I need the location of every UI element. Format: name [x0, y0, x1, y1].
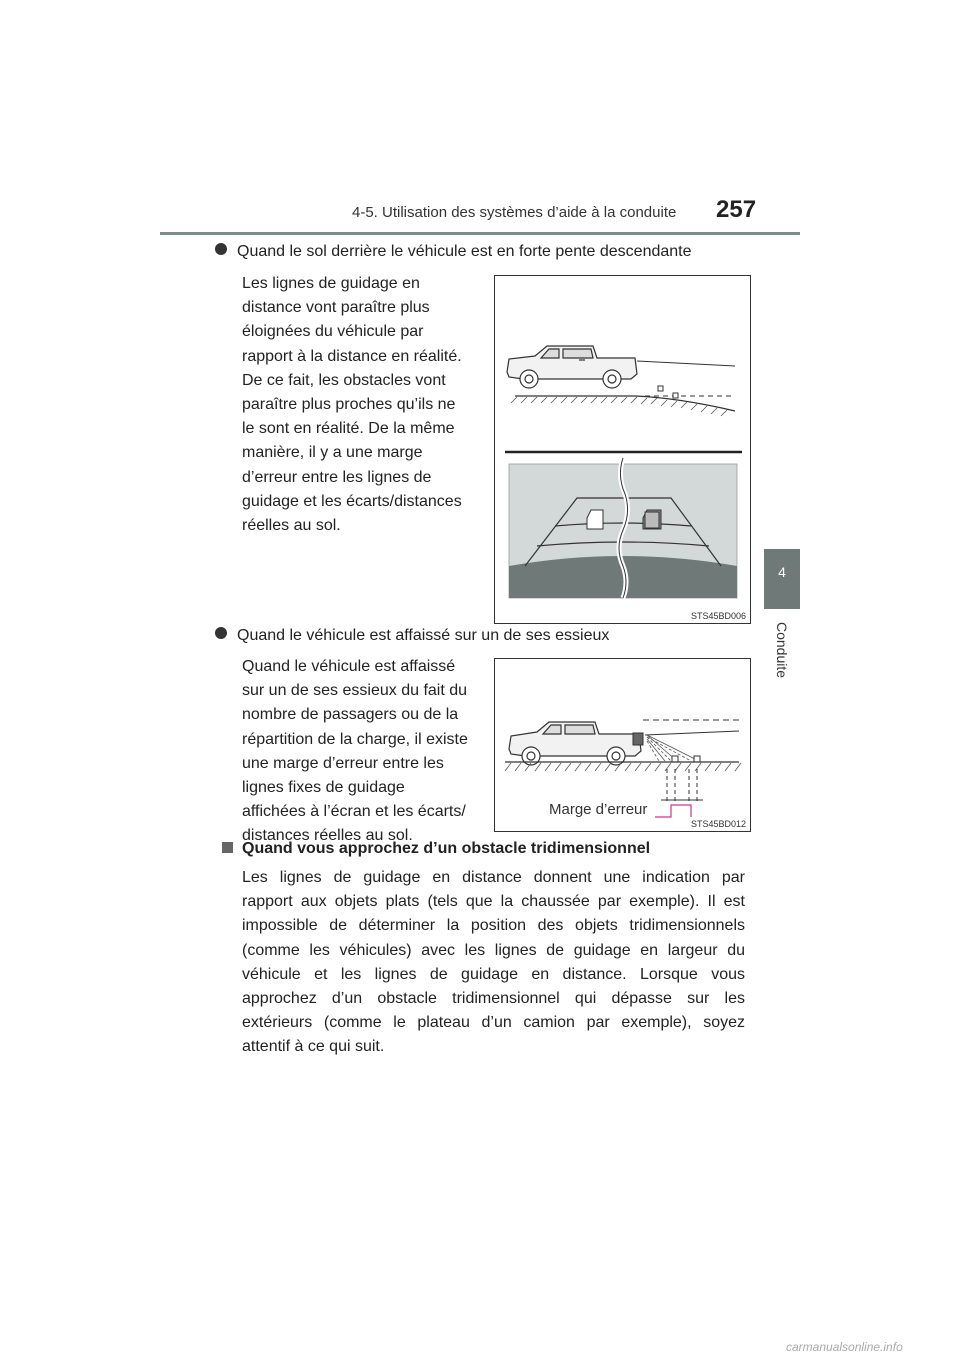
text-line: réelles au sol. — [242, 517, 341, 535]
text-line: rapport à la distance en réalité. — [242, 347, 462, 365]
text-line: extérieurs (comme le plateau d’un camion par exemple), soyez — [242, 1014, 745, 1032]
paragraph-axle — [242, 655, 478, 849]
running-header: 4-5. Utilisation des systèmes d’aide à la conduite — [352, 204, 677, 221]
text-line: approchez d’un obstacle tridimensionnel qui dépasse sur les — [242, 990, 745, 1008]
section-heading — [222, 840, 650, 858]
text-line: affichées à l’écran et les écarts/ — [242, 803, 466, 821]
paragraph-slope — [242, 272, 478, 538]
text-line: rapport aux objets plats (tels que la chaussée par exemple). Il est — [242, 893, 745, 911]
text-line: distances réelles au sol. — [242, 827, 413, 845]
text-line: d’erreur entre les lignes de — [242, 468, 432, 486]
section-title: Quand vous approchez d’un obstacle tridimensionnel — [242, 840, 651, 857]
bullet-text: Quand le sol derrière le véhicule est en forte pente descendante — [237, 243, 692, 260]
header-divider — [160, 232, 800, 235]
text-line: paraître plus proches qu’ils ne — [242, 396, 456, 414]
figure-code: STS45BD006 — [690, 611, 746, 621]
text-line: (comme les véhicules) avec les lignes de guidage en largeur du — [242, 941, 745, 959]
figure-code: STS45BD012 — [690, 819, 746, 829]
chapter-number: 4 — [778, 564, 786, 580]
figure-slope-illustration — [494, 275, 751, 624]
paragraph-obstacle — [242, 866, 745, 1060]
margin-error-label: Marge d’erreur — [549, 801, 648, 818]
text-line: le sont en réalité. De la même — [242, 420, 455, 438]
pickup-truck-icon — [507, 346, 637, 388]
figure-axle-illustration — [494, 658, 751, 832]
chapter-label: Conduite — [774, 621, 790, 679]
chapter-tab[interactable] — [764, 549, 800, 609]
pickup-truck-icon — [509, 722, 641, 765]
bullet-slope-downhill — [215, 243, 692, 261]
text-line: nombre de passagers ou de la — [242, 706, 459, 724]
bullet-dot-icon — [215, 243, 227, 255]
text-line: distance vont paraître plus — [242, 299, 430, 317]
text-line: une marge d’erreur entre les — [242, 754, 444, 772]
text-line: manière, il y a une marge — [242, 444, 423, 462]
text-line: De ce fait, les obstacles vont — [242, 371, 446, 389]
text-line: Les lignes de guidage en — [242, 275, 420, 292]
bullet-axle-sag — [215, 627, 609, 645]
watermark: carmanualsonline.info — [786, 1340, 903, 1354]
text-line: véhicule et les lignes de guidage en distance. Lorsque vous — [242, 965, 745, 983]
page-number: 257 — [716, 196, 757, 223]
bullet-dot-icon — [215, 627, 227, 639]
text-line: Quand le véhicule est affaissé — [242, 658, 456, 675]
text-line: répartition de la charge, il existe — [242, 730, 468, 748]
text-line: impossible de déterminer la position des objets tridimensionnels — [242, 917, 745, 935]
text-line: sur un de ses essieux du fait du — [242, 682, 468, 700]
text-line: guidage et les écarts/distances — [242, 492, 462, 510]
text-line: Les lignes de guidage en distance donnent une indication par — [242, 869, 745, 886]
square-bullet-icon — [222, 842, 233, 853]
text-line: éloignées du véhicule par — [242, 323, 424, 341]
text-line: lignes fixes de guidage — [242, 779, 405, 797]
slope-diagram — [495, 276, 750, 623]
bullet-text: Quand le véhicule est affaissé sur un de ses essieux — [237, 627, 610, 644]
text-line: attentif à ce qui suit. — [242, 1038, 385, 1056]
